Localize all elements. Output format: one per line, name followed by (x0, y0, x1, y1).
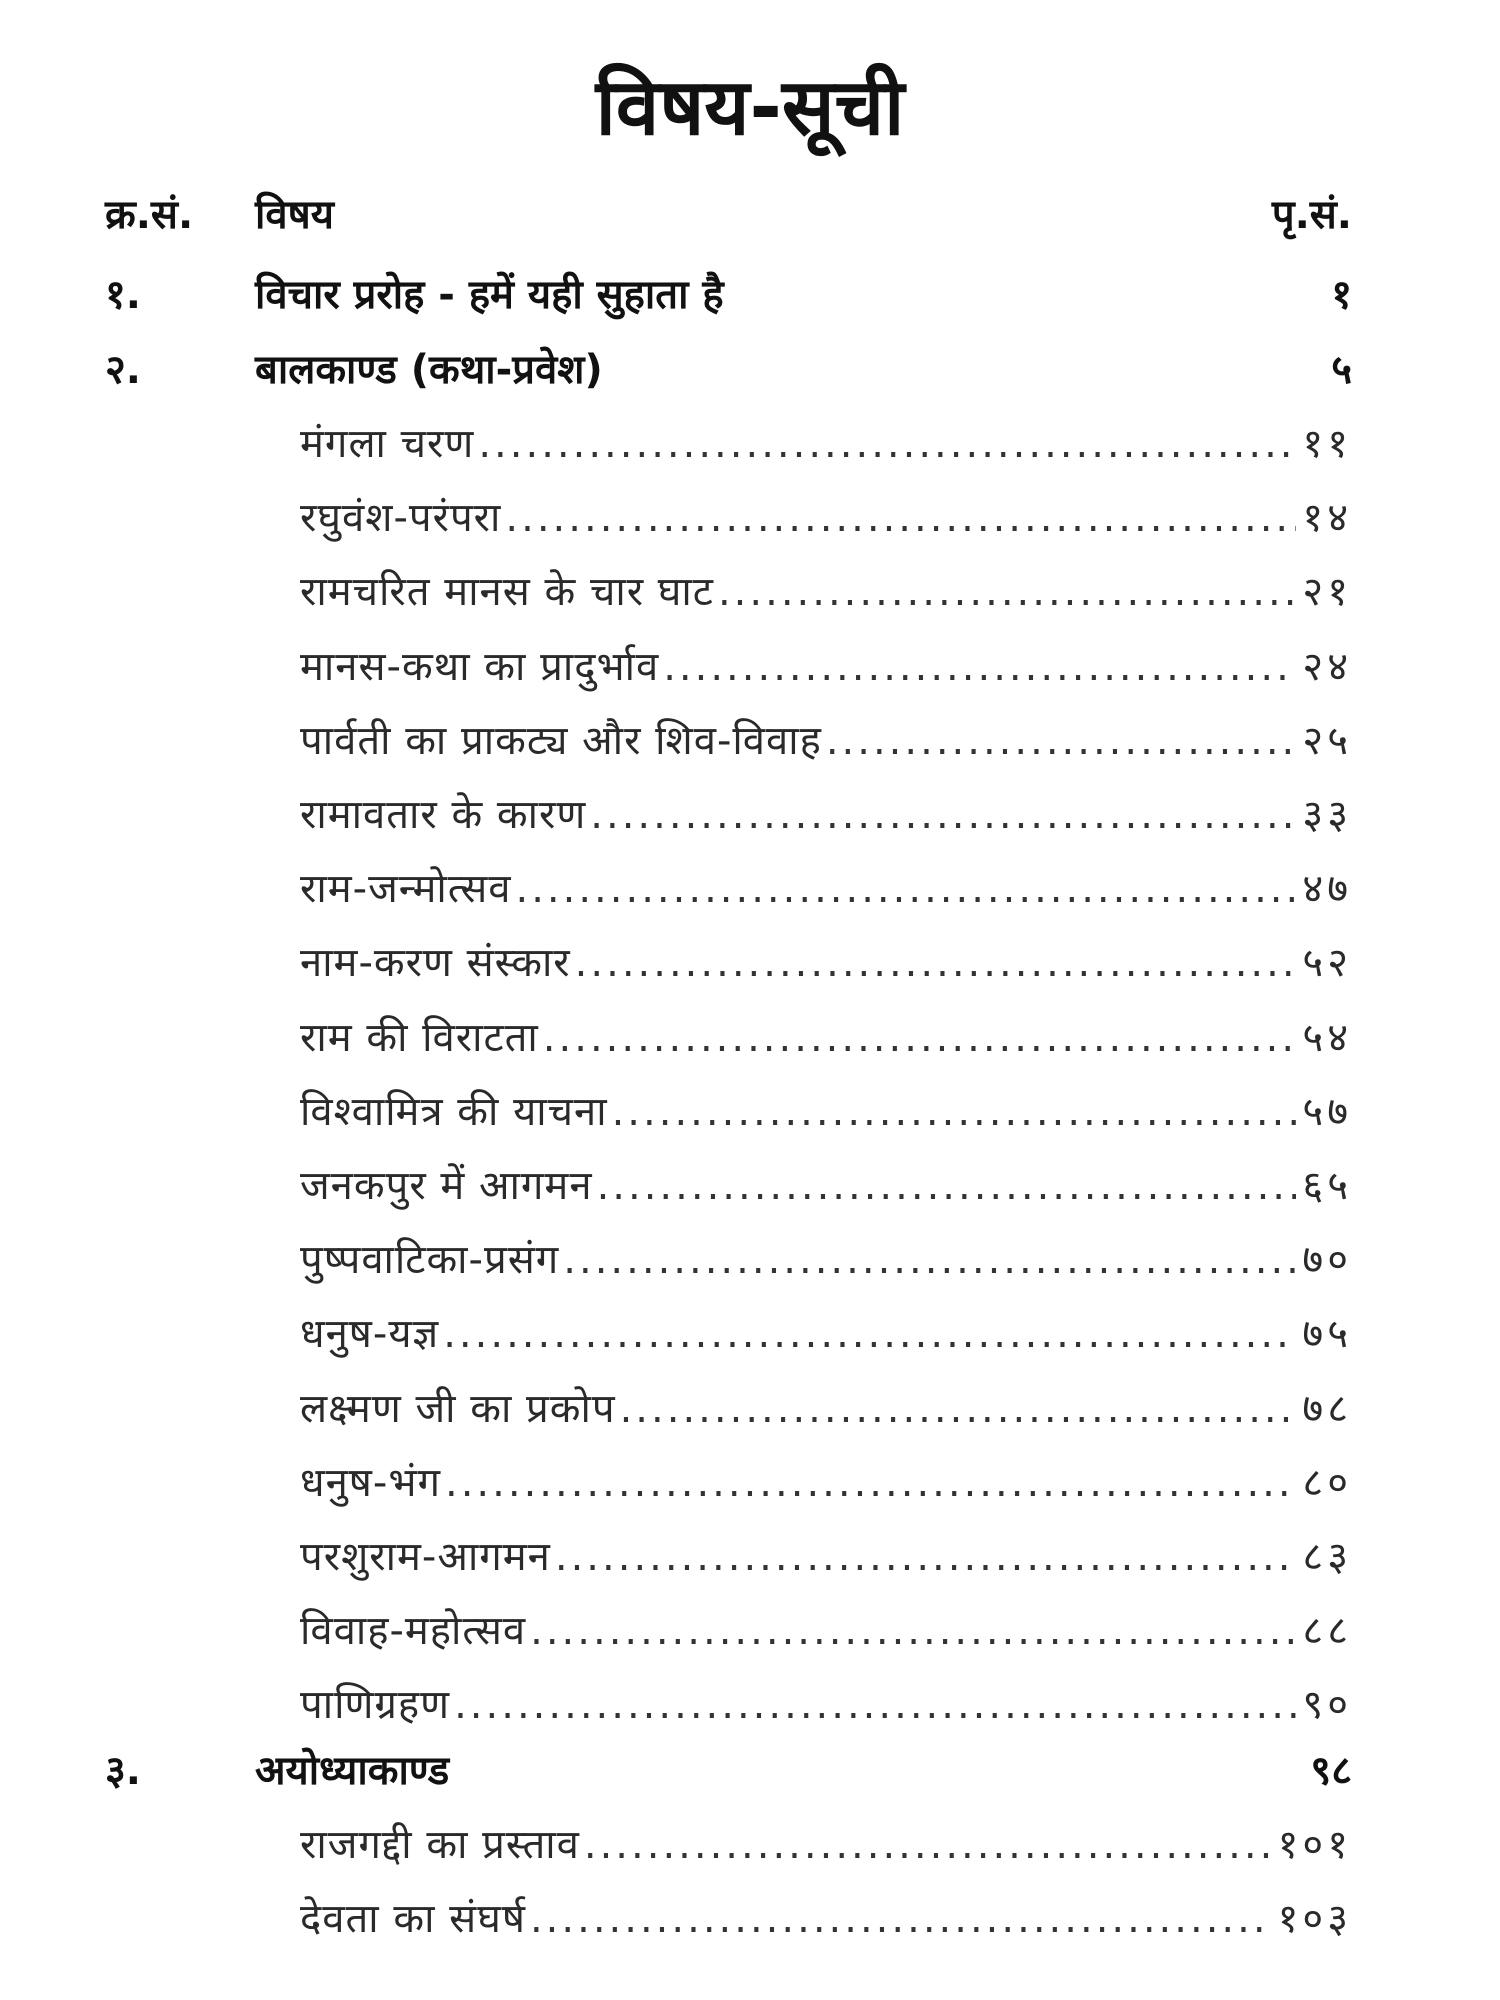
toc-entry-title: विश्वामित्र की याचना (300, 1088, 608, 1135)
toc-entry[interactable] (300, 407, 1352, 481)
toc-entry[interactable] (300, 778, 1352, 852)
toc-entry-page-number: ९० (1302, 1682, 1352, 1729)
dot-leader (515, 852, 1296, 926)
dot-leader (620, 1372, 1297, 1446)
toc-entry-page-number: ७५ (1302, 1311, 1352, 1358)
chapter-row[interactable] (0, 1734, 1500, 1808)
toc-entry-page-number: १४ (1302, 495, 1352, 542)
toc-entry-page-number: २४ (1302, 643, 1352, 690)
chapter-page-number: ५ (1331, 347, 1352, 393)
dot-leader (445, 1446, 1296, 1520)
dot-leader (478, 407, 1296, 481)
dot-leader (718, 555, 1296, 629)
header-subject: विषय (255, 192, 334, 238)
toc-entry-title: नाम-करण संस्कार (300, 940, 571, 987)
toc-entry-title: पुष्पवाटिका-प्रसंग (300, 1237, 560, 1284)
chapter-serial-number: १. (105, 272, 141, 318)
toc-entry-page-number: ५७ (1302, 1088, 1352, 1135)
toc-entry-page-number: ११ (1302, 421, 1352, 467)
toc-entry-page-number: १०३ (1277, 1896, 1352, 1943)
chapter-page-number: ९८ (1310, 1748, 1352, 1794)
toc-entry-title: रामावतार के कारण (300, 792, 587, 838)
toc-entry-title: धनुष-भंग (300, 1459, 441, 1506)
page-title: विषय-सूची (595, 63, 905, 153)
dot-leader (505, 481, 1296, 555)
toc-entry-title: पार्वती का प्राकट्य और शिव-विवाह (300, 717, 822, 764)
toc-entry-title: राजगद्दी का प्रस्ताव (300, 1822, 580, 1868)
toc-entry-title: राम की विराटता (300, 1014, 539, 1061)
chapter-title: विचार प्ररोह - हमें यही सुहाता है (255, 272, 724, 318)
toc-entry[interactable] (300, 630, 1352, 704)
dot-leader (597, 1149, 1297, 1223)
toc-entry[interactable] (300, 1520, 1352, 1594)
toc-entry[interactable] (300, 704, 1352, 778)
dot-leader (443, 1297, 1296, 1371)
toc-entry[interactable] (300, 926, 1352, 1000)
toc-entry-title: मंगला चरण (300, 421, 475, 467)
toc-entry-title: परशुराम-आगमन (300, 1534, 551, 1580)
toc-entry-page-number: ५२ (1302, 940, 1352, 987)
toc-entry[interactable] (300, 481, 1352, 555)
toc-entry-page-number: ७८ (1302, 1385, 1352, 1432)
dot-leader (454, 1668, 1296, 1742)
toc-entry[interactable] (300, 1882, 1352, 1956)
dot-leader (590, 778, 1296, 852)
toc-entry-page-number: ५४ (1302, 1014, 1352, 1061)
toc-entry[interactable] (300, 1297, 1352, 1371)
toc-entry[interactable] (300, 1446, 1352, 1520)
toc-entry-title: धनुष-यज्ञ (300, 1311, 440, 1358)
chapter-row[interactable] (0, 258, 1500, 332)
toc-entry-page-number: २१ (1302, 569, 1352, 616)
toc-entry-title: देवता का संघर्ष (300, 1896, 526, 1943)
toc-entry[interactable] (300, 1223, 1352, 1297)
toc-entry-page-number: ८८ (1302, 1608, 1352, 1655)
toc-entry-title: लक्ष्मण जी का प्रकोप (300, 1385, 616, 1432)
dot-leader (543, 1001, 1297, 1075)
toc-entry-page-number: ७० (1302, 1237, 1352, 1284)
toc-entry[interactable] (300, 1668, 1352, 1742)
toc-entry-page-number: १०१ (1277, 1822, 1352, 1868)
toc-entry-page-number: ८३ (1302, 1534, 1352, 1580)
toc-entry-title: मानस-कथा का प्रादुर्भाव (300, 643, 660, 690)
chapter-row[interactable] (0, 333, 1500, 407)
toc-entry[interactable] (300, 1149, 1352, 1223)
dot-leader (563, 1223, 1296, 1297)
toc-entry[interactable] (300, 1372, 1352, 1446)
toc-entry-title: विवाह-महोत्सव (300, 1608, 527, 1655)
header-page-number: पृ.सं. (1271, 192, 1352, 238)
toc-entry-title: जनकपुर में आगमन (300, 1163, 593, 1209)
dot-leader (575, 926, 1297, 1000)
toc-entry[interactable] (300, 852, 1352, 926)
toc-entry-page-number: ३३ (1302, 792, 1352, 838)
toc-entry-title: पाणिग्रहण (300, 1682, 451, 1729)
chapter-page-number: १ (1331, 272, 1352, 318)
toc-entry-page-number: ६५ (1302, 1163, 1352, 1209)
dot-leader (612, 1075, 1297, 1149)
toc-entry-page-number: २५ (1302, 717, 1352, 764)
table-header (0, 178, 1500, 252)
chapter-title: बालकाण्ड (कथा-प्रवेश) (255, 347, 603, 393)
dot-leader (826, 704, 1297, 778)
dot-leader (555, 1520, 1297, 1594)
toc-entry-page-number: ४७ (1302, 866, 1352, 913)
dot-leader (584, 1808, 1272, 1882)
toc-entry[interactable] (300, 1001, 1352, 1075)
chapter-title: अयोध्याकाण्ड (255, 1748, 450, 1794)
toc-entry-title: रामचरित मानस के चार घाट (300, 569, 714, 616)
toc-entry[interactable] (300, 1594, 1352, 1668)
toc-entry[interactable] (300, 1075, 1352, 1149)
toc-entry-title: राम-जन्मोत्सव (300, 866, 512, 913)
header-serial-number: क्र.सं. (105, 192, 194, 238)
dot-leader (530, 1594, 1296, 1668)
toc-entry-page-number: ८० (1302, 1459, 1352, 1506)
chapter-serial-number: २. (105, 347, 141, 393)
toc-entry[interactable] (300, 1808, 1352, 1882)
dot-leader (530, 1882, 1272, 1956)
toc-entry[interactable] (300, 555, 1352, 629)
toc-entry-title: रघुवंश-परंपरा (300, 495, 502, 542)
chapter-serial-number: ३. (105, 1748, 141, 1794)
dot-leader (663, 630, 1296, 704)
